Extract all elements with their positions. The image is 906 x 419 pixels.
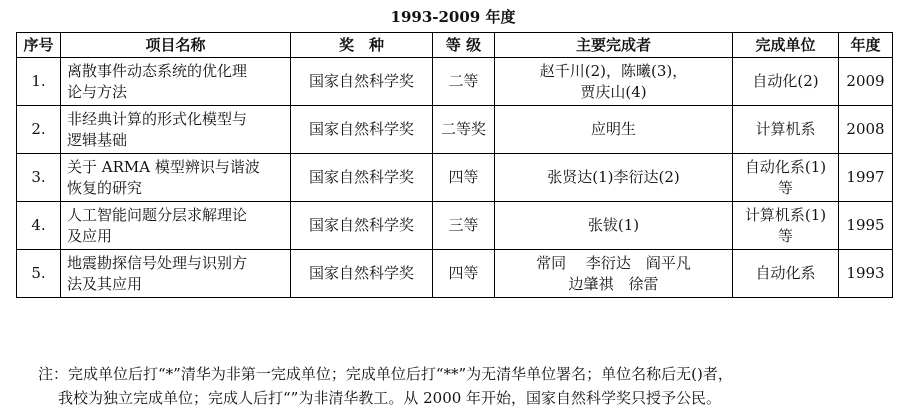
project-name-line: 法及其应用 <box>67 274 143 293</box>
unit-line: 等 <box>777 226 793 245</box>
footnote-line: 注：完成单位后打“*”清华为非第一完成单位；完成单位后打“**”为无清华单位署名；单位名称后无()者， <box>38 365 733 383</box>
cell-contributors <box>495 106 733 154</box>
cell-grade: 四等 <box>433 154 495 202</box>
project-name-line: 逻辑基础 <box>67 130 128 149</box>
cell-no: 1. <box>17 58 61 106</box>
unit-line: 等 <box>777 178 793 197</box>
project-name-line: 离散事件动态系统的优化理 <box>67 61 248 80</box>
cell-grade: 四等 <box>433 250 495 298</box>
cell-project-name <box>61 58 291 106</box>
project-name-line: 恢复的研究 <box>67 178 143 197</box>
footnote <box>38 362 878 410</box>
project-name-line: 非经典计算的形式化模型与 <box>67 109 248 128</box>
cell-unit <box>733 154 839 202</box>
cell-award-type: 国家自然科学奖 <box>291 250 433 298</box>
cell-award-type: 国家自然科学奖 <box>291 58 433 106</box>
cell-unit <box>733 106 839 154</box>
cell-unit <box>733 250 839 298</box>
header-unit: 完成单位 <box>733 33 839 58</box>
unit-line: 自动化系(1) <box>744 157 827 176</box>
contributors-line: 张钹(1) <box>587 216 640 234</box>
table-row <box>17 106 893 154</box>
cell-project-name <box>61 250 291 298</box>
header-row <box>17 33 893 58</box>
contributors-line: 赵千川(2)，陈曦(3)， <box>539 61 688 80</box>
cell-project-name <box>61 154 291 202</box>
contributors-line: 张贤达(1)李衍达(2) <box>547 168 680 186</box>
unit-line: 自动化(2) <box>752 72 819 90</box>
header-grade: 等 级 <box>433 33 495 58</box>
cell-unit <box>733 58 839 106</box>
footnote-line: 我校为独立完成单位；完成人后打“”为非清华教工。从 2000 年开始，国家自然科学奖只授予公民。 <box>58 389 722 407</box>
cell-contributors <box>495 250 733 298</box>
cell-year: 1995 <box>839 202 893 250</box>
project-name-line: 地震勘探信号处理与识别方 <box>67 253 248 272</box>
cell-award-type: 国家自然科学奖 <box>291 202 433 250</box>
cell-project-name <box>61 106 291 154</box>
contributors-line: 边肇祺 徐雷 <box>568 274 659 293</box>
unit-line: 计算机系(1) <box>744 205 827 224</box>
header-award-type: 奖 种 <box>291 33 433 58</box>
table-row <box>17 202 893 250</box>
cell-year: 1997 <box>839 154 893 202</box>
cell-grade: 二等奖 <box>433 106 495 154</box>
cell-award-type: 国家自然科学奖 <box>291 106 433 154</box>
unit-line: 自动化系 <box>755 264 816 282</box>
project-name-line: 及应用 <box>67 226 113 245</box>
cell-contributors <box>495 154 733 202</box>
cell-year: 2009 <box>839 58 893 106</box>
cell-grade: 二等 <box>433 58 495 106</box>
cell-unit <box>733 202 839 250</box>
cell-year: 1993 <box>839 250 893 298</box>
table-row <box>17 154 893 202</box>
cell-year: 2008 <box>839 106 893 154</box>
header-year: 年度 <box>839 33 893 58</box>
cell-contributors <box>495 202 733 250</box>
contributors-line: 应明生 <box>590 120 636 138</box>
cell-project-name <box>61 202 291 250</box>
table-row <box>17 58 893 106</box>
page-title: 1993-2009 年度 <box>390 8 516 26</box>
contributors-line: 贾庆山(4) <box>580 82 647 101</box>
contributors-line: 常同 李衍达 阎平凡 <box>536 253 691 272</box>
header-project-name: 项目名称 <box>61 33 291 58</box>
cell-award-type: 国家自然科学奖 <box>291 154 433 202</box>
cell-no: 4. <box>17 202 61 250</box>
cell-contributors <box>495 58 733 106</box>
project-name-line: 关于 ARMA 模型辨识与谐波 <box>67 157 260 176</box>
header-main-contributors: 主要完成者 <box>495 33 733 58</box>
project-name-line: 人工智能问题分层求解理论 <box>67 205 248 224</box>
cell-no: 3. <box>17 154 61 202</box>
cell-grade: 三等 <box>433 202 495 250</box>
awards-table <box>16 32 893 298</box>
cell-no: 2. <box>17 106 61 154</box>
table-row <box>17 250 893 298</box>
project-name-line: 论与方法 <box>67 82 128 101</box>
unit-line: 计算机系 <box>755 120 816 138</box>
header-no: 序号 <box>17 33 61 58</box>
cell-no: 5. <box>17 250 61 298</box>
